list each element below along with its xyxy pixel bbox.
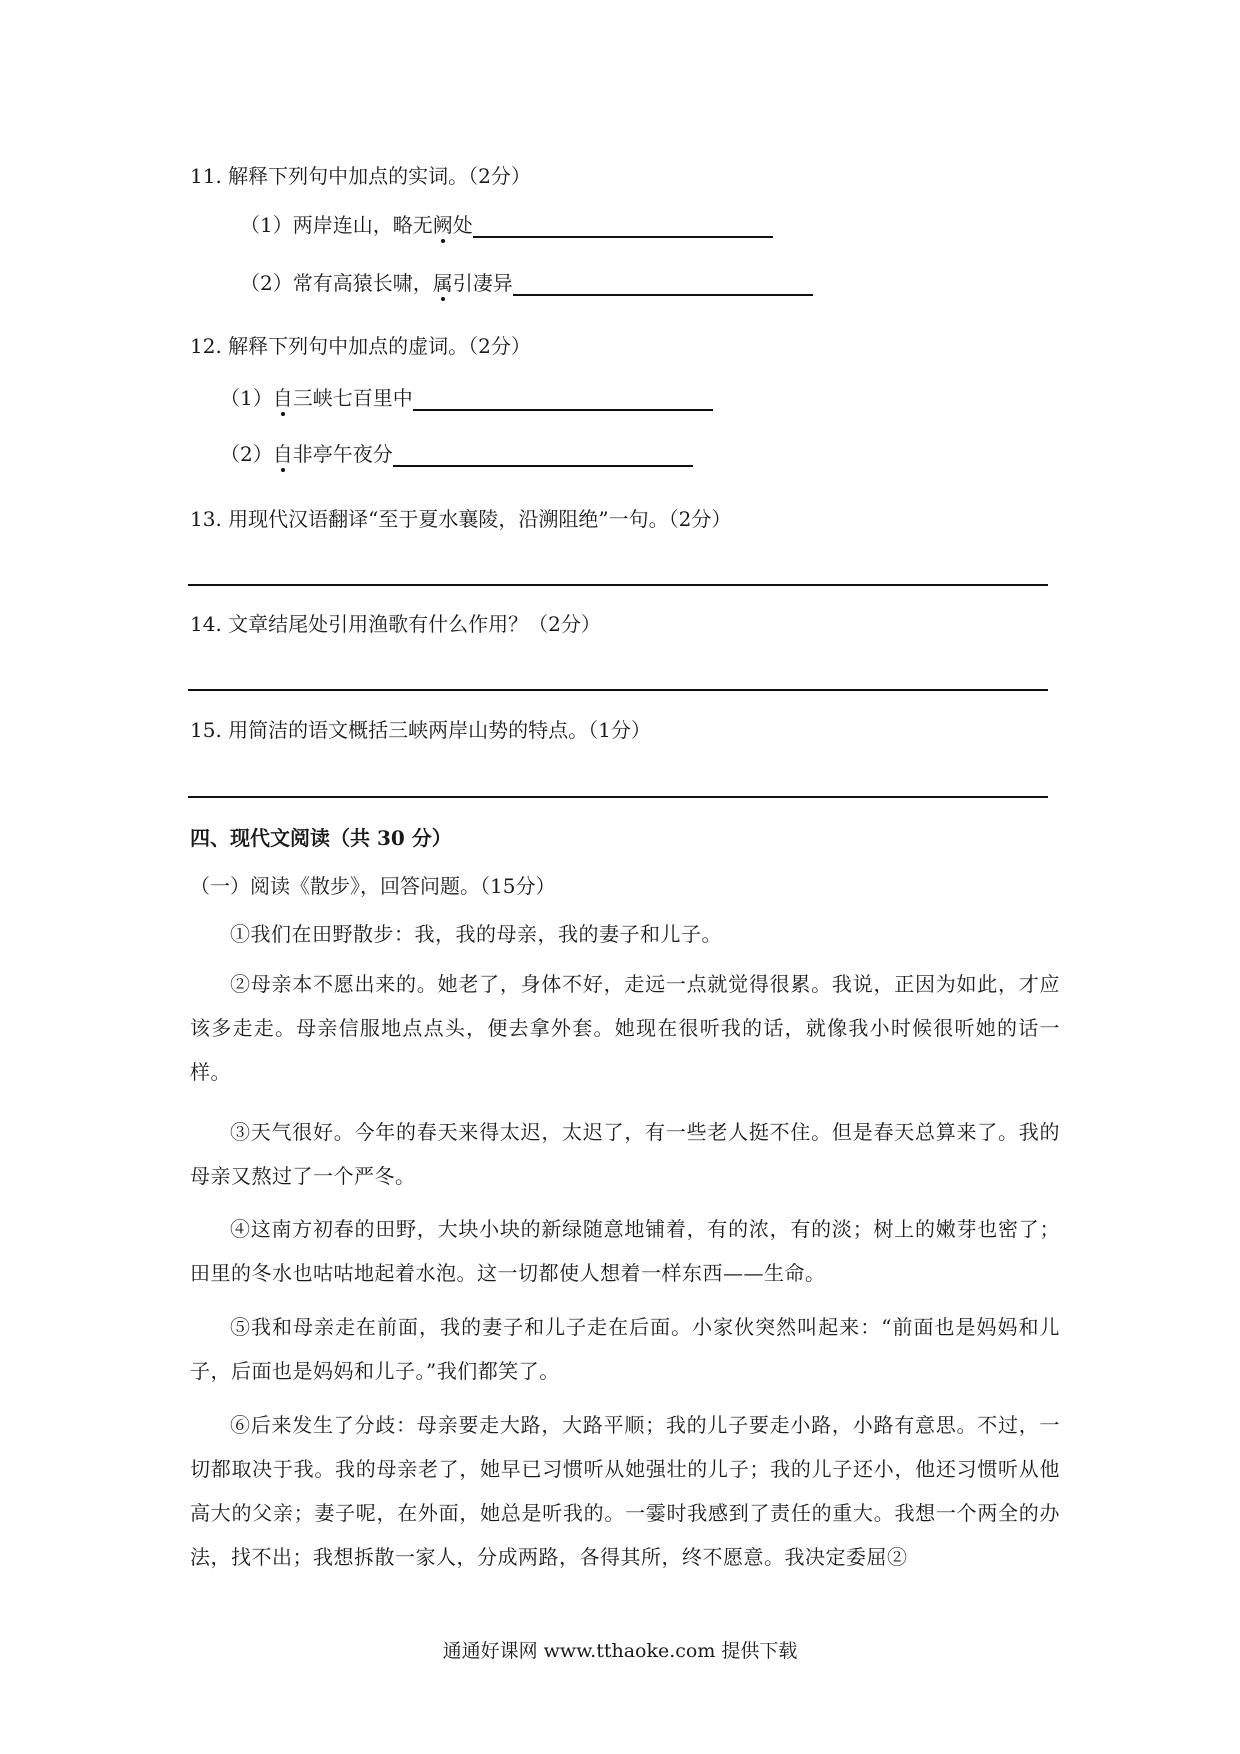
question-14-title: 14. 文章结尾处引用渔歌有什么作用？（2分）	[190, 612, 601, 636]
question-11-item-2	[240, 270, 813, 296]
section-heading: 四、现代文阅读（共 30 分）	[190, 826, 452, 850]
page-footer: 通通好课网 www.tthaoke.com 提供下载	[442, 1640, 798, 1662]
item-text: 处	[452, 213, 473, 237]
question-15-title: 15. 用简洁的语文概括三峡两岸山势的特点。（1分）	[190, 718, 651, 742]
paragraph-5: ⑤我和母亲走在前面，我的妻子和儿子走在后面。小家伙突然叫起来：“前面也是妈妈和儿子，后面也是妈妈和儿子。”我们都笑了。	[190, 1315, 1060, 1383]
item-text: （2）常有高猿长啸，	[240, 271, 433, 295]
section-sub-heading: （一）阅读《散步》，回答问题。（15分）	[190, 874, 556, 898]
question-12-title: 12. 解释下列句中加点的虚词。（2分）	[190, 334, 531, 358]
question-12-item-2	[220, 441, 693, 467]
dotted-char: 属	[432, 271, 453, 295]
item-text: 引凄异	[452, 271, 513, 295]
answer-line-13[interactable]	[188, 584, 1048, 586]
paragraph-2: ②母亲本不愿出来的。她老了，身体不好，走远一点就觉得很累。我说，正因为如此，才应该多走走。母亲信服地点点头，便去拿外套。她现在很听我的话，就像我小时候很听她的话一样。	[190, 972, 1060, 1084]
dotted-char: 自	[272, 442, 293, 466]
dotted-char: 自	[272, 386, 293, 410]
paragraph-6: ⑥后来发生了分歧：母亲要走大路，大路平顺；我的儿子要走小路，小路有意思。不过，一切都取决于我。我的母亲老了，她早已习惯听从她强壮的儿子；我的儿子还小，他还习惯听从他高大的父亲；妻子呢，在外面，她总是听我的。一霎时我感到了责任的重大。我想一个两全的办法，找不出；我想拆散一家人，分成两路，各得其所，终不愿意。我决定委屈②	[190, 1413, 1060, 1569]
question-11-item-1	[240, 212, 773, 238]
question-11-title: 11. 解释下列句中加点的实词。（2分）	[190, 164, 531, 188]
item-number: （1）	[220, 386, 273, 410]
answer-blank[interactable]	[473, 214, 773, 238]
paragraph-1: ①我们在田野散步：我，我的母亲，我的妻子和儿子。	[230, 922, 722, 946]
question-13-title: 13. 用现代汉语翻译“至于夏水襄陵，沿溯阻绝”一句。（2分）	[190, 507, 732, 531]
answer-line-14[interactable]	[188, 689, 1048, 691]
answer-line-15[interactable]	[188, 796, 1048, 798]
item-text: 三峡七百里中	[292, 386, 413, 410]
item-number: （2）	[220, 442, 273, 466]
answer-blank[interactable]	[513, 272, 813, 296]
answer-blank[interactable]	[413, 387, 713, 411]
dotted-char: 阙	[432, 213, 453, 237]
item-text: （1）两岸连山，略无	[240, 213, 433, 237]
item-text: 非亭午夜分	[292, 442, 393, 466]
paragraph-4: ④这南方初春的田野，大块小块的新绿随意地铺着，有的浓，有的淡；树上的嫩芽也密了；田里的冬水也咕咕地起着水泡。这一切都使人想着一样东西——生命。	[190, 1217, 1060, 1285]
question-12-item-1	[220, 385, 713, 411]
answer-blank[interactable]	[393, 443, 693, 467]
paragraph-3: ③天气很好。今年的春天来得太迟，太迟了，有一些老人挺不住。但是春天总算来了。我的母亲又熬过了一个严冬。	[190, 1120, 1060, 1188]
